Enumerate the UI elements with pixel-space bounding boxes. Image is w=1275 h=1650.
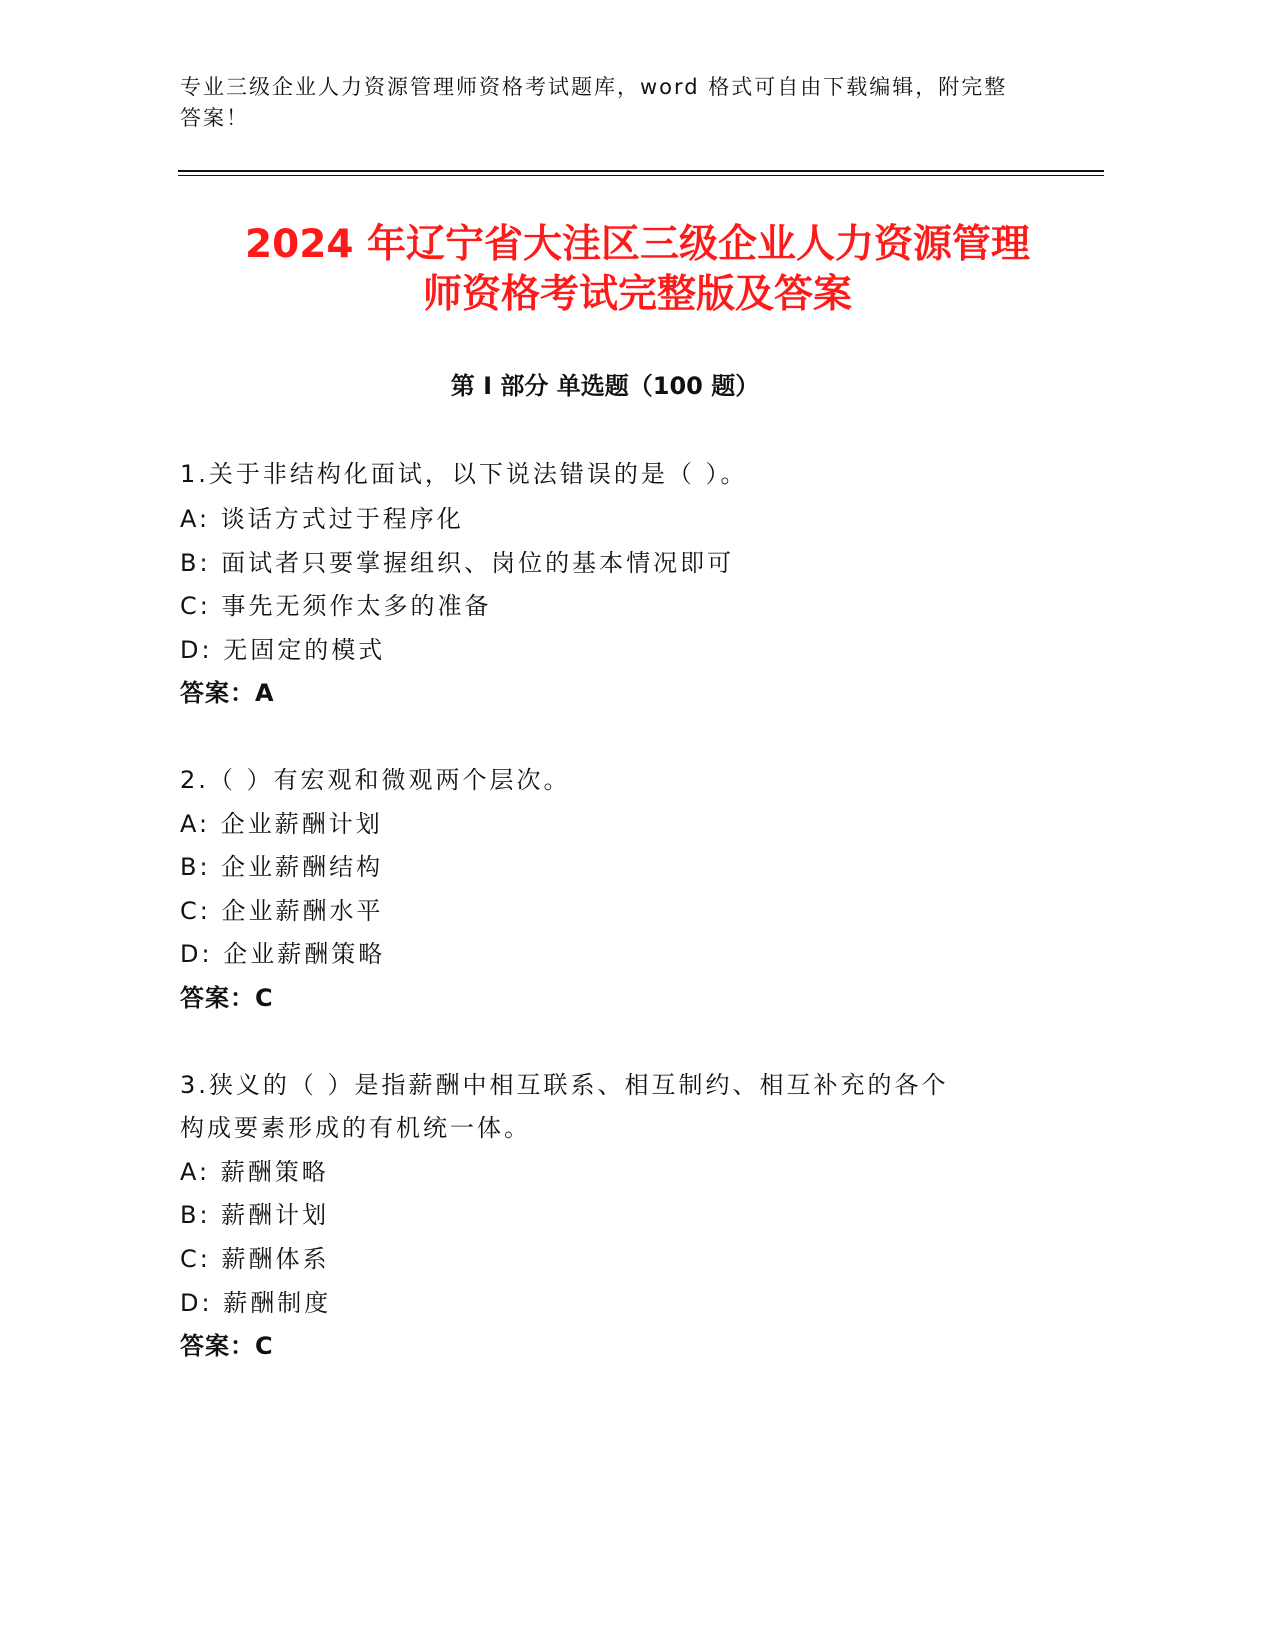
question-1-option-d: D: 无固定的模式 — [180, 636, 386, 664]
document-title-line-1: 2024 年辽宁省大洼区三级企业人力资源管理 — [244, 222, 1031, 267]
header-note-line-2: 答案！ — [180, 106, 249, 130]
question-2-option-c: C: 企业薪酬水平 — [180, 897, 384, 925]
header-note-line-1: 专业三级企业人力资源管理师资格考试题库，word 格式可自由下载编辑，附完整 — [180, 75, 1008, 99]
header-divider-thick — [178, 170, 1104, 172]
question-3-option-c: C: 薪酬体系 — [180, 1245, 330, 1273]
question-2-stem: 2.（ ）有宏观和微观两个层次。 — [180, 766, 571, 794]
question-2-answer: 答案：C — [180, 984, 274, 1012]
question-1-option-a: A: 谈话方式过于程序化 — [180, 505, 464, 533]
document-title-line-2: 师资格考试完整版及答案 — [422, 272, 852, 317]
question-3-option-a: A: 薪酬策略 — [180, 1158, 329, 1186]
question-1-option-b: B: 面试者只要掌握组织、岗位的基本情况即可 — [180, 549, 735, 577]
question-3-option-d: D: 薪酬制度 — [180, 1289, 332, 1317]
question-2-option-d: D: 企业薪酬策略 — [180, 940, 386, 968]
question-1-option-c: C: 事先无须作太多的准备 — [180, 592, 492, 620]
question-3-stem-line-1: 3.狭义的（ ）是指薪酬中相互联系、相互制约、相互补充的各个 — [180, 1071, 949, 1099]
header-note — [180, 72, 1060, 134]
question-3-stem-line-2: 构成要素形成的有机统一体。 — [180, 1114, 531, 1142]
question-2-option-a: A: 企业薪酬计划 — [180, 810, 383, 838]
header-divider-thin — [178, 175, 1104, 176]
question-2-option-b: B: 企业薪酬结构 — [180, 853, 384, 881]
question-1-answer: 答案：A — [180, 679, 275, 707]
question-3-answer: 答案：C — [180, 1332, 274, 1360]
section-heading: 第 I 部分 单选题（100 题） — [450, 372, 760, 400]
question-1-stem: 1.关于非结构化面试，以下说法错误的是（ ）。 — [180, 460, 748, 488]
question-3-option-b: B: 薪酬计划 — [180, 1201, 330, 1229]
